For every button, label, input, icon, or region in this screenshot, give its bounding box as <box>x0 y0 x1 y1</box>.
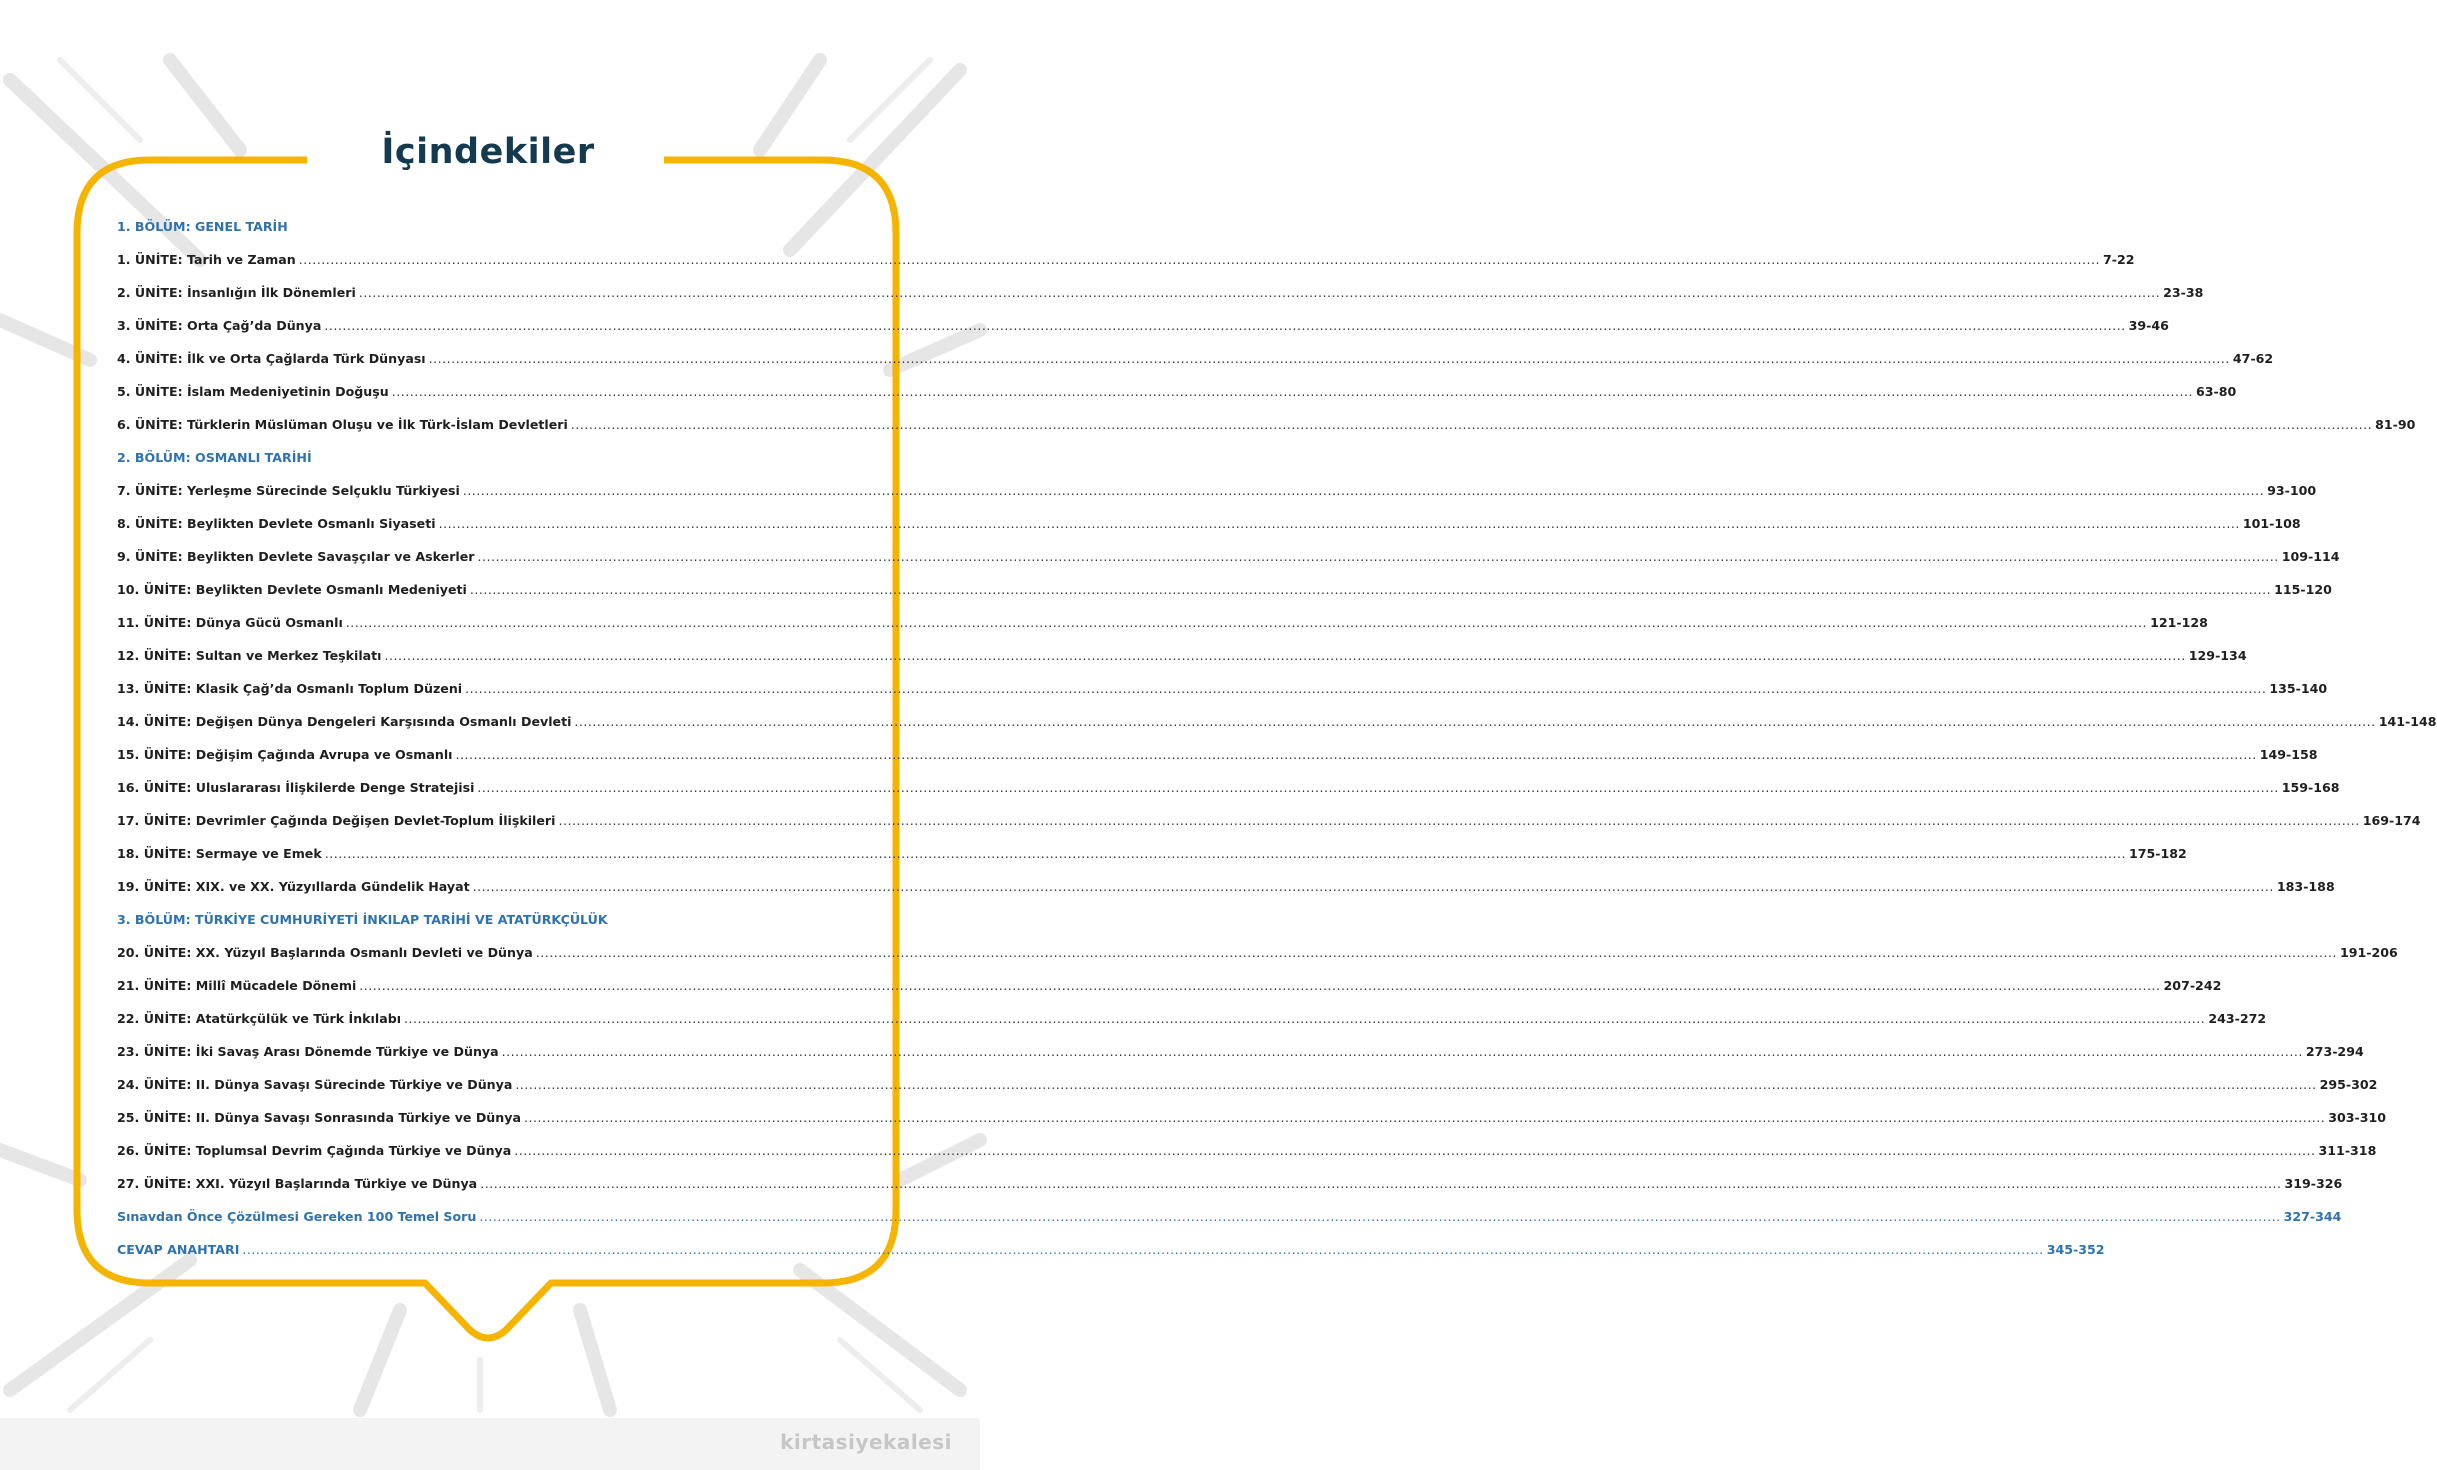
toc-special-entry <box>117 1242 2105 1275</box>
dot-leader: ................................................................................................................................................................................................................................................................................................................................................................................................................ <box>465 681 2267 696</box>
dot-leader: ................................................................................................................................................................................................................................................................................................................................................................................................................ <box>384 648 2186 663</box>
page-title: İçindekiler <box>381 132 595 172</box>
toc-page-range: 149-158 <box>2259 747 2318 762</box>
toc-entry <box>117 879 2335 912</box>
toc-entry <box>117 1143 2377 1176</box>
toc-entry-title: 4. ÜNİTE: İlk ve Orta Çağlarda Türk Dünyası <box>117 351 426 366</box>
toc-page-range: 39-46 <box>2128 318 2169 333</box>
toc-entry-title: 11. ÜNİTE: Dünya Gücü Osmanlı <box>117 615 343 630</box>
toc-special-entry <box>117 1209 2342 1242</box>
dot-leader: ................................................................................................................................................................................................................................................................................................................................................................................................................ <box>345 615 2148 630</box>
toc-entry <box>117 318 2169 351</box>
toc-entry <box>117 1110 2387 1143</box>
toc-entry-title: 2. BÖLÜM: OSMANLI TARİHİ <box>117 450 312 465</box>
toc-entry <box>117 615 2208 648</box>
toc-section-heading <box>117 219 857 252</box>
toc-page-range: 93-100 <box>2267 483 2317 498</box>
toc-page-range: 81-90 <box>2375 417 2416 432</box>
toc-page-range: 175-182 <box>2129 846 2187 861</box>
toc-page-range: 47-62 <box>2232 351 2274 366</box>
toc-page-range: 345-352 <box>2046 1242 2105 1257</box>
dot-leader: ................................................................................................................................................................................................................................................................................................................................................................................................................ <box>477 780 2279 795</box>
toc-entry-title: 17. ÜNİTE: Devrimler Çağında Değişen Devlet-Toplum İlişkileri <box>117 813 556 828</box>
toc-entry-title: 14. ÜNİTE: Değişen Dünya Dengeleri Karşısında Osmanlı Devleti <box>117 714 572 729</box>
toc-entry-title: 27. ÜNİTE: XXI. Yüzyıl Başlarında Türkiye ve Dünya <box>117 1176 478 1191</box>
toc-entry <box>117 252 2135 285</box>
toc-page-range: 109-114 <box>2281 549 2340 564</box>
dot-leader: ................................................................................................................................................................................................................................................................................................................................................................................................................ <box>428 351 2230 366</box>
toc-entry-title: 15. ÜNİTE: Değişim Çağında Avrupa ve Osmanlı <box>117 747 453 762</box>
toc-entry-title: 26. ÜNİTE: Toplumsal Devrim Çağında Türkiye ve Dünya <box>117 1143 512 1158</box>
dot-leader: ................................................................................................................................................................................................................................................................................................................................................................................................................ <box>469 582 2272 597</box>
dot-leader: ................................................................................................................................................................................................................................................................................................................................................................................................................ <box>462 483 2265 498</box>
dot-leader: ................................................................................................................................................................................................................................................................................................................................................................................................................ <box>438 516 2240 531</box>
toc-entry <box>117 813 2421 846</box>
dot-leader: ................................................................................................................................................................................................................................................................................................................................................................................................................ <box>404 1011 2206 1026</box>
dot-leader: ................................................................................................................................................................................................................................................................................................................................................................................................................ <box>324 318 2126 333</box>
dot-leader: ................................................................................................................................................................................................................................................................................................................................................................................................................ <box>455 747 2257 762</box>
toc-entry <box>117 681 2328 714</box>
toc-page-range: 159-168 <box>2281 780 2340 795</box>
toc-entry-title: 24. ÜNİTE: II. Dünya Savaşı Sürecinde Türkiye ve Dünya <box>117 1077 513 1092</box>
toc-entry-title: 22. ÜNİTE: Atatürkçülük ve Türk İnkılabı <box>117 1011 402 1026</box>
toc-entry <box>117 648 2247 681</box>
toc-entry <box>117 978 2222 1011</box>
toc-page-range: 121-128 <box>2150 615 2208 630</box>
dot-leader: ................................................................................................................................................................................................................................................................................................................................................................................................................ <box>523 1110 2326 1125</box>
toc-entry-title: 10. ÜNİTE: Beylikten Devlete Osmanlı Medeniyeti <box>117 582 467 597</box>
toc-entry <box>117 1176 2343 1209</box>
dot-leader: ................................................................................................................................................................................................................................................................................................................................................................................................................ <box>391 384 2193 399</box>
toc-entry <box>117 1044 2364 1077</box>
toc-page-range: 23-38 <box>2163 285 2204 300</box>
toc-page-range: 169-174 <box>2362 813 2421 828</box>
toc-entry-title: 16. ÜNİTE: Uluslararası İlişkilerde Denge Stratejisi <box>117 780 475 795</box>
toc-entry-title: 5. ÜNİTE: İslam Medeniyetinin Doğuşu <box>117 384 389 399</box>
toc-entry <box>117 846 2187 879</box>
toc-entry <box>117 384 2237 417</box>
toc-entry <box>117 945 2398 978</box>
toc-entry-title: 21. ÜNİTE: Millî Mücadele Dönemi <box>117 978 357 993</box>
dot-leader: ................................................................................................................................................................................................................................................................................................................................................................................................................ <box>574 714 2376 729</box>
toc-page-range: 303-310 <box>2328 1110 2387 1125</box>
toc-entry <box>117 714 2437 747</box>
toc-page-range: 63-80 <box>2195 384 2237 399</box>
toc-entry-title: 20. ÜNİTE: XX. Yüzyıl Başlarında Osmanlı Devleti ve Dünya <box>117 945 533 960</box>
toc-entry-title: 25. ÜNİTE: II. Dünya Savaşı Sonrasında Türkiye ve Dünya <box>117 1110 521 1125</box>
dot-leader: ................................................................................................................................................................................................................................................................................................................................................................................................................ <box>558 813 2360 828</box>
watermark: kirtasiyekalesi <box>780 1430 952 1454</box>
toc-entry-title: 18. ÜNİTE: Sermaye ve Emek <box>117 846 322 861</box>
toc-page-range: 207-242 <box>2163 978 2222 993</box>
toc-page-range: 101-108 <box>2242 516 2301 531</box>
toc-entry <box>117 483 2317 516</box>
toc-entry <box>117 285 2204 318</box>
toc-entry <box>117 417 2416 450</box>
toc-section-heading <box>117 450 857 483</box>
toc-entry-title: 12. ÜNİTE: Sultan ve Merkez Teşkilatı <box>117 648 382 663</box>
toc-page-range: 243-272 <box>2208 1011 2267 1026</box>
dot-leader: ................................................................................................................................................................................................................................................................................................................................................................................................................ <box>472 879 2274 894</box>
toc-entry <box>117 516 2301 549</box>
toc-entry-title: CEVAP ANAHTARI <box>117 1242 240 1257</box>
toc-entry-title: 8. ÜNİTE: Beylikten Devlete Osmanlı Siyaseti <box>117 516 436 531</box>
toc-entry <box>117 351 2274 384</box>
toc-page-range: 191-206 <box>2339 945 2398 960</box>
dot-leader: ................................................................................................................................................................................................................................................................................................................................................................................................................ <box>242 1242 2044 1257</box>
dot-leader: ................................................................................................................................................................................................................................................................................................................................................................................................................ <box>358 285 2161 300</box>
toc-page-range: 129-134 <box>2188 648 2247 663</box>
toc-entry-title: 1. BÖLÜM: GENEL TARİH <box>117 219 288 234</box>
toc-page-range: 135-140 <box>2269 681 2328 696</box>
dot-leader: ................................................................................................................................................................................................................................................................................................................................................................................................................ <box>477 549 2279 564</box>
dot-leader: ................................................................................................................................................................................................................................................................................................................................................................................................................ <box>324 846 2127 861</box>
toc-entry-title: 1. ÜNİTE: Tarih ve Zaman <box>117 252 296 267</box>
toc-entry <box>117 780 2340 813</box>
toc-page-range: 295-302 <box>2319 1077 2378 1092</box>
toc-entry <box>117 1077 2378 1110</box>
dot-leader: ................................................................................................................................................................................................................................................................................................................................................................................................................ <box>480 1176 2282 1191</box>
dot-leader: ................................................................................................................................................................................................................................................................................................................................................................................................................ <box>535 945 2337 960</box>
toc-page-range: 319-326 <box>2284 1176 2343 1191</box>
toc-page-range: 7-22 <box>2102 252 2135 267</box>
toc-entry-title: 9. ÜNİTE: Beylikten Devlete Savaşçılar ve Askerler <box>117 549 475 564</box>
dot-leader: ................................................................................................................................................................................................................................................................................................................................................................................................................ <box>570 417 2373 432</box>
dot-leader: ................................................................................................................................................................................................................................................................................................................................................................................................................ <box>514 1143 2316 1158</box>
dot-leader: ................................................................................................................................................................................................................................................................................................................................................................................................................ <box>501 1044 2303 1059</box>
toc-entry-title: Sınavdan Önce Çözülmesi Gereken 100 Temel Soru <box>117 1209 477 1224</box>
toc-entry-title: 3. BÖLÜM: TÜRKİYE CUMHURİYETİ İNKILAP TARİHİ VE ATATÜRKÇÜLÜK <box>117 912 608 927</box>
toc-page-range: 183-188 <box>2276 879 2335 894</box>
toc-section-heading <box>117 912 857 945</box>
dot-leader: ................................................................................................................................................................................................................................................................................................................................................................................................................ <box>479 1209 2281 1224</box>
toc-entry-title: 19. ÜNİTE: XIX. ve XX. Yüzyıllarda Gündelik Hayat <box>117 879 470 894</box>
toc-entry <box>117 1011 2267 1044</box>
toc-page-range: 141-148 <box>2378 714 2437 729</box>
dot-leader: ................................................................................................................................................................................................................................................................................................................................................................................................................ <box>359 978 2161 993</box>
toc-page-range: 327-344 <box>2283 1209 2342 1224</box>
toc-page-range: 115-120 <box>2274 582 2332 597</box>
toc-entry-title: 6. ÜNİTE: Türklerin Müslüman Oluşu ve İlk Türk-İslam Devletleri <box>117 417 568 432</box>
toc-page-range: 311-318 <box>2318 1143 2377 1158</box>
toc-entry-title: 3. ÜNİTE: Orta Çağ’da Dünya <box>117 318 322 333</box>
dot-leader: ................................................................................................................................................................................................................................................................................................................................................................................................................ <box>298 252 2100 267</box>
table-of-contents <box>117 219 2437 1275</box>
toc-entry-title: 2. ÜNİTE: İnsanlığın İlk Dönemleri <box>117 285 356 300</box>
toc-entry <box>117 747 2318 780</box>
toc-page-range: 273-294 <box>2305 1044 2364 1059</box>
toc-entry <box>117 549 2340 582</box>
toc-entry-title: 23. ÜNİTE: İki Savaş Arası Dönemde Türkiye ve Dünya <box>117 1044 499 1059</box>
dot-leader: ................................................................................................................................................................................................................................................................................................................................................................................................................ <box>515 1077 2317 1092</box>
toc-entry-title: 7. ÜNİTE: Yerleşme Sürecinde Selçuklu Türkiyesi <box>117 483 460 498</box>
toc-entry <box>117 582 2332 615</box>
toc-entry-title: 13. ÜNİTE: Klasik Çağ’da Osmanlı Toplum Düzeni <box>117 681 463 696</box>
